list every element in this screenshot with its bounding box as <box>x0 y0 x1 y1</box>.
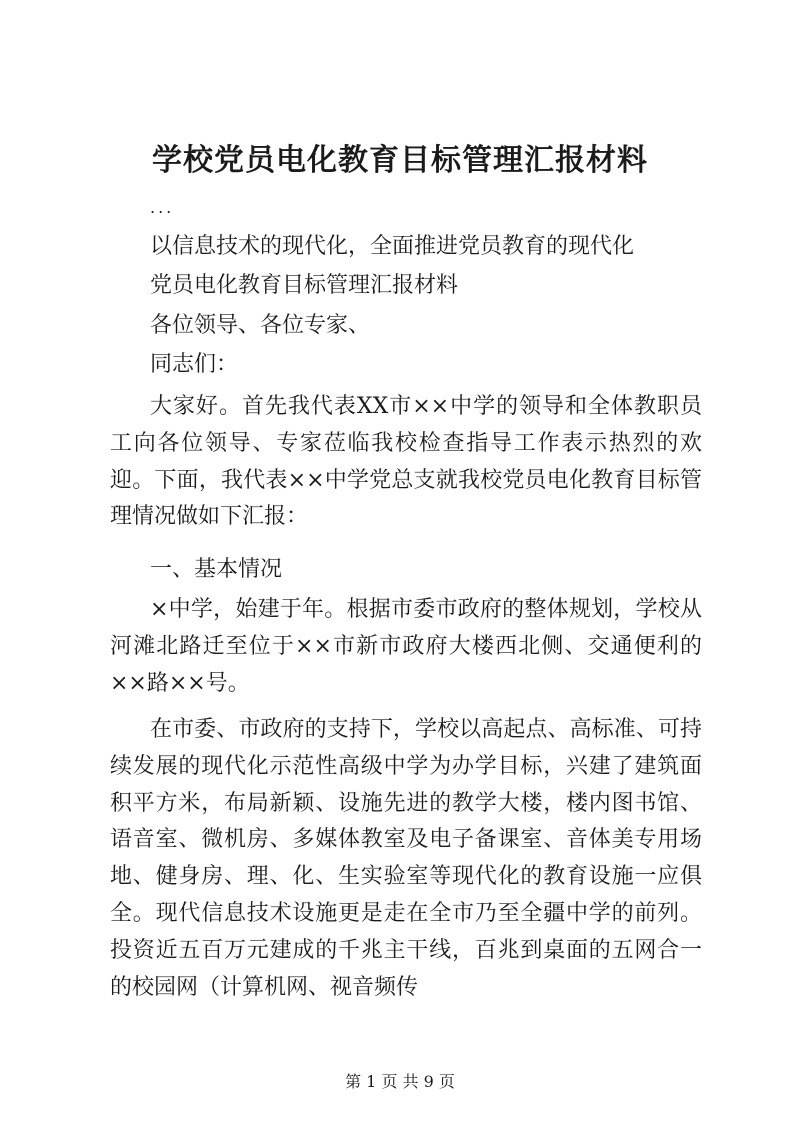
intro-paragraph: 大家好。首先我代表XX市××中学的领导和全体教职员工向各位领导、专家莅临我校检查指导工作表示热烈的欢迎。下面，我代表××中学党总支就我校党员电化教育目标管理情况做如下汇报： <box>110 394 702 530</box>
page-footer: 第 1 页 共 9 页 <box>345 1072 455 1091</box>
basic-info-paragraph: ×中学，始建于年。根据市委市政府的整体规划，学校从河滩北路迁至位于××市新市政府大楼西北侧、交通便利的××路××号。 <box>110 597 702 696</box>
greeting-line-2: 同志们： <box>150 352 239 377</box>
greeting-line-1: 各位领导、各位专家、 <box>150 313 371 338</box>
document-title: 学校党员电化教育目标管理汇报材料 <box>152 143 648 178</box>
facilities-paragraph: 在市委、市政府的支持下，学校以高起点、高标准、可持续发展的现代化示范性高级中学为办学目标，兴建了建筑面积平方米，布局新颖、设施先进的教学大楼，楼内图书馆、语音室、微机房、多媒体教室及电子备课室、音体美专用场地、健身房、理、化、生实验室等现代化的教育设施一应俱全。现代信息技术设施更是走在全市乃至全疆中学的前列。投资近五百万元建成的千兆主干线，百兆到桌面的五网合一的校园网（计算机网、视音频传 <box>110 717 702 1000</box>
section-heading-basic: 一、基本情况 <box>150 557 283 582</box>
subtitle-line: 以信息技术的现代化，全面推进党员教育的现代化 <box>150 234 635 259</box>
heading-repeat-line: 党员电化教育目标管理汇报材料 <box>150 273 459 298</box>
ellipsis-text: ... <box>150 198 175 217</box>
